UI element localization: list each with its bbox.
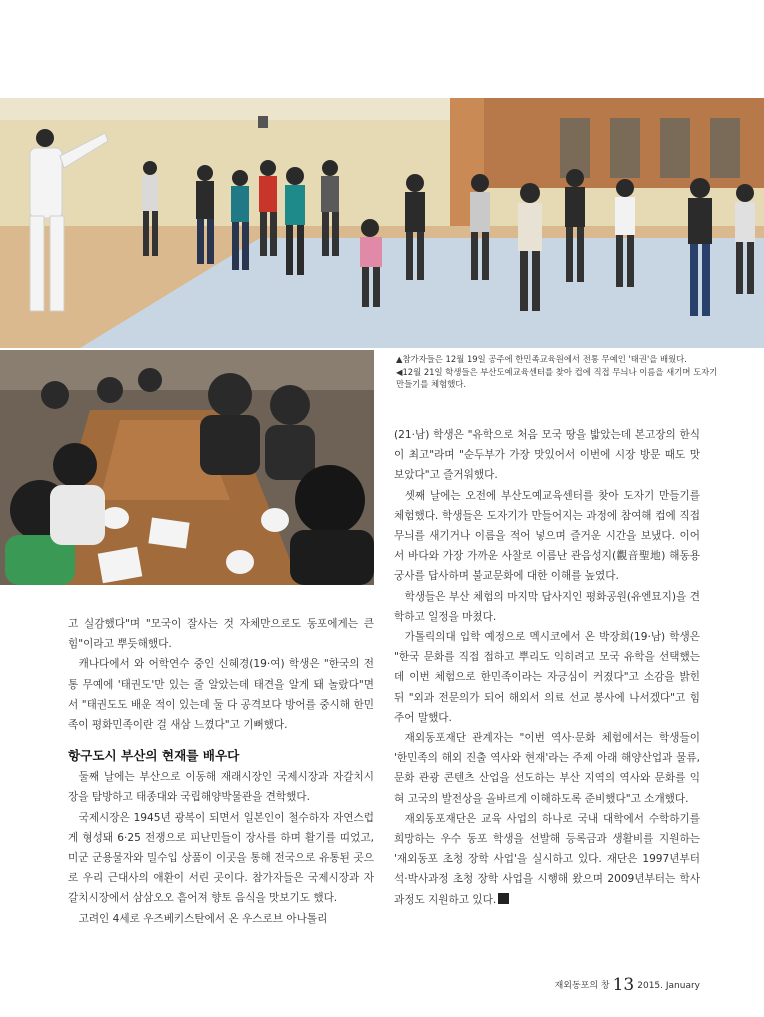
paragraph: 캐나다에서 와 어학연수 중인 신혜경(19·여) 학생은 "한국의 전통 무예에 '태권도'만 있는 줄 알았는데 태견을 알게 돼 놀랐다"면서 "태권도도 배운 적이 있는데 둘 다 공격보다 방어를 중시해 한민족이 평화민족이란 걸 새삼 느꼈다"고 기뻐했다. [68,658,374,732]
caption-top-photo: ▲참가자들은 12월 19일 공주에 한민족교육원에서 전통 무예인 '태권'을 배웠다. [396,354,687,364]
paragraph: (21·남) 학생은 "유학으로 처음 모국 땅을 밟았는데 본고장의 한식이 최고"라며 "순두부가 가장 맛있어서 이번에 시장 방문 때도 맛보았다"고 즐거워했다. [394,429,700,482]
left-column [68,614,374,929]
issue-date: 2015. January [637,981,700,991]
taekwon-class-illustration [0,98,764,348]
paragraph: 가톨릭의대 입학 예정으로 멕시코에서 온 박장희(19·남) 학생은 "한국 문화를 직접 접하고 뿌리도 익히려고 모국 유학을 선택했는데 이번 체험으로 한민족이라는 자긍심이 커졌다"고 소감을 밝힌 뒤 "외과 전문의가 되어 해외서 의료 선교 봉사에 나서겠다"고 힘주어 말했다. [394,631,700,724]
pottery-class-photo [0,350,374,585]
section-heading: 항구도시 부산의 현재를 배우다 [68,748,240,764]
taekwon-class-photo [0,98,764,348]
paragraph-last [394,809,700,910]
end-of-article-icon [498,893,509,904]
caption-bottom-photo: ◀12월 21일 학생들은 부산도예교육센터를 찾아 컵에 직접 무늬나 이름을 새기며 도자기 만들기를 체험했다. [396,366,718,390]
page-footer [555,975,700,995]
photo-captions [396,353,726,391]
magazine-name: 재외동포의 창 [554,981,610,991]
paragraph: 셋째 날에는 오전에 부산도예교육센터를 찾아 도자기 만들기를 체험했다. 학생들은 도자기가 만들어지는 과정에 참여해 컵에 직접 무늬를 새기거나 이름을 적어 넣으며 즐거운 시간을 보냈다. 이어서 바다와 가장 가까운 사찰로 이름난 관음성지(觀音聖地) 해동용궁사를 답사하며 불교문화에 대한 이해를 높였다. [394,489,700,583]
page-number: 13 [612,975,635,995]
paragraph-text: 재외동포재단은 교육 사업의 하나로 국내 대학에서 수학하기를 희망하는 우수 동포 학생을 선발해 등록금과 생활비를 지원하는 '재외동포 초청 장학 사업'을 실시하고 있다. 재단은 1997년부터 석·박사과정 초청 장학 사업을 시행해 왔으며 2009년부터는 학사과정도 지원하고 있다. [394,812,700,906]
right-column [394,425,700,910]
paragraph: 고려인 4세로 우즈베키스탄에서 온 우스로브 아나톨리 [78,912,328,925]
paragraph: 둘째 날에는 부산으로 이동해 재래시장인 국제시장과 자갈치시장을 탐방하고 태종대와 국립해양박물관을 견학했다. [68,771,374,804]
paragraph: 국제시장은 1945년 광복이 되면서 일본인이 철수하자 자연스럽게 형성돼 6·25 전쟁으로 피난민들이 장사를 하며 활기를 띠었고, 미군 군용물자와 밀수입 상품이 이곳을 통해 전국으로 유통된 곳으로 우리 근대사의 애환이 서린 곳이다. 참가자들은 국제시장과 자갈치시장에서 삼삼오오 흩어져 향토 음식을 맛보기도 했다. [68,811,374,905]
paragraph: 재외동포재단 관계자는 "이번 역사·문화 체험에서는 학생들이 '한민족의 해외 진출 역사와 현재'라는 주제 아래 해양산업과 물류, 문화 관광 콘텐츠 산업을 선도하는 부산 지역의 역사와 문화를 익혀 고국의 발전상을 올바르게 이해하도록 준비했다"고 소개했다. [394,732,700,805]
paragraph: 고 실감했다"며 "모국이 잘사는 것 자체만으로도 동포에게는 큰 힘"이라고 뿌듯해했다. [68,618,374,651]
paragraph: 학생들은 부산 체험의 마지막 답사지인 평화공원(유엔묘지)을 견학하고 일정을 마쳤다. [394,590,700,623]
pottery-class-illustration [0,350,374,585]
